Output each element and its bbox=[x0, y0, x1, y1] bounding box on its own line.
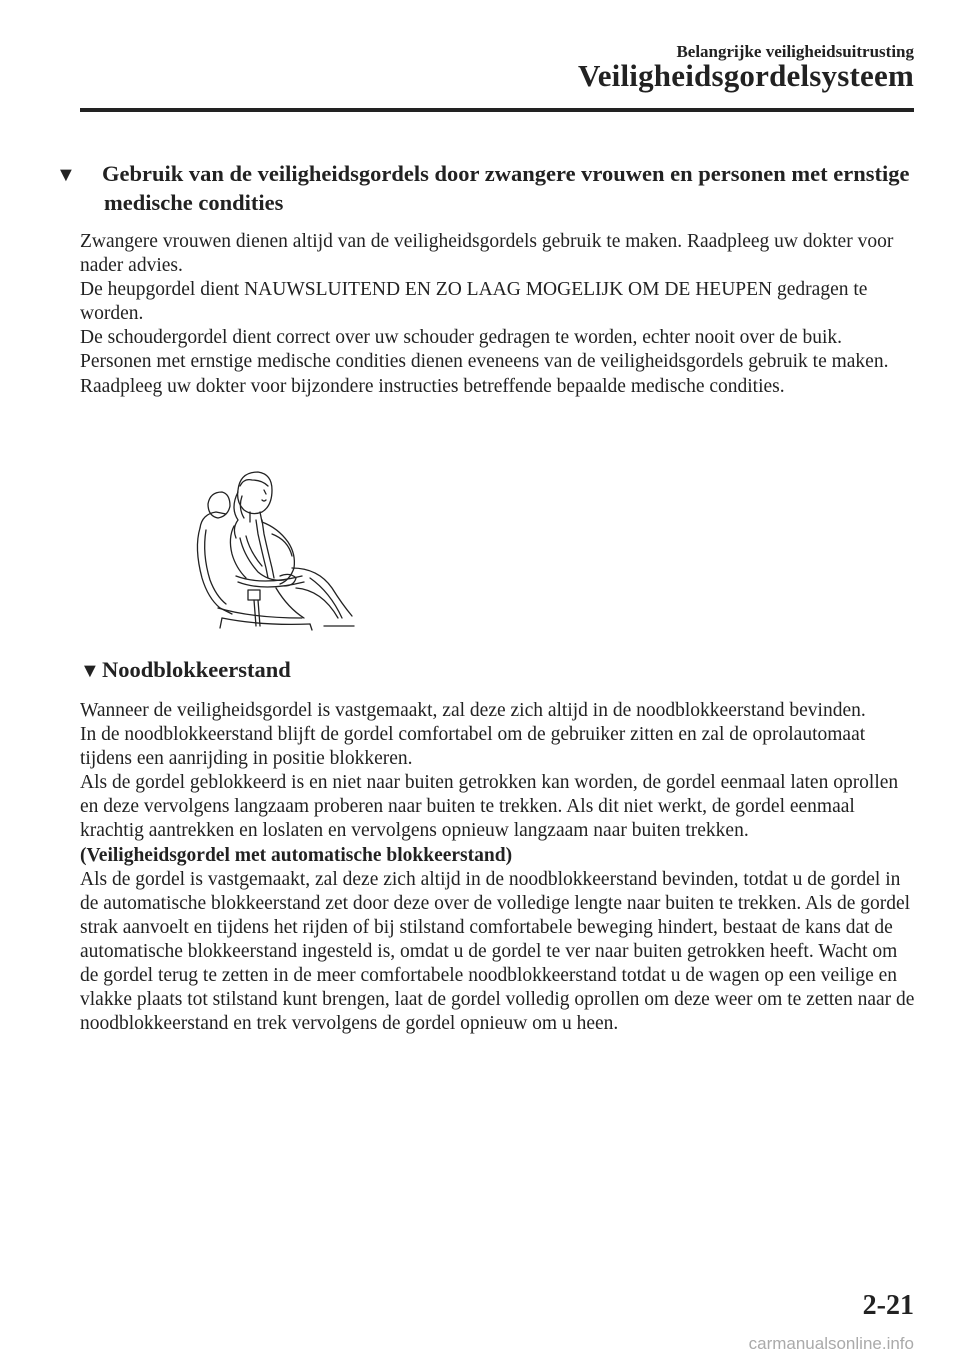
paragraph: De heupgordel dient NAUWSLUITEND EN ZO LAAG MOGELIJK OM DE HEUPEN gedragen te worden. bbox=[80, 279, 868, 325]
subheading: (Veiligheidsgordel met automatische blokkeerstand) bbox=[80, 844, 513, 866]
section-title-text: Gebruik van de veiligheidsgordels door zwangere vrouwen en personen met ernstige medische condities bbox=[102, 161, 910, 215]
section-title-pregnant bbox=[56, 160, 944, 217]
paragraph: In de noodblokkeerstand blijft de gordel comfortabel om de gebruiker zitten en zal de oprolautomaat tijdens een aanrijding in positie blokkeren. bbox=[80, 724, 866, 770]
triangle-down-icon: ▼ bbox=[80, 660, 100, 682]
paragraph: Wanneer de veiligheidsgordel is vastgemaakt, zal deze zich altijd in de noodblokkeerstand bevinden. bbox=[80, 700, 866, 721]
section-body-pregnant bbox=[80, 230, 920, 399]
page-header-title: Veiligheidsgordelsysteem bbox=[577, 58, 914, 93]
section-title-noodblokkeerstand bbox=[80, 656, 920, 685]
header-rule bbox=[80, 108, 914, 112]
watermark: carmanualsonline.info bbox=[748, 1334, 914, 1353]
section-title-text: Noodblokkeerstand bbox=[102, 657, 291, 682]
paragraph: Personen met ernstige medische condities dienen eveneens van de veiligheidsgordels gebruik te maken. Raadpleeg uw dokter voor bijzondere instructies betreffende bepaalde medische condities. bbox=[80, 351, 889, 397]
paragraph: Zwangere vrouwen dienen altijd van de veiligheidsgordels gebruik te maken. Raadpleeg uw dokter voor nader advies. bbox=[80, 231, 894, 277]
triangle-down-icon: ▼ bbox=[56, 164, 76, 186]
page-number: 2-21 bbox=[862, 1290, 914, 1321]
section-body-noodblokkeerstand bbox=[80, 699, 920, 1036]
page-header-subtitle: Belangrijke veiligheidsuitrusting bbox=[676, 42, 914, 61]
paragraph: De schoudergordel dient correct over uw schouder gedragen te worden, echter nooit over de buik. bbox=[80, 327, 843, 349]
paragraph: Als de gordel is vastgemaakt, zal deze zich altijd in de noodblokkeerstand bevinden, totdat u de gordel in de automatische blokkeerstand zet door deze over de volledige lengte naar buiten te trekken. Als de gordel strak aanvoelt en tijdens het rijden of bij stilstand comfortabele beweging hindert, bestaat de kans dat de automatische blokkeerstand ingesteld is, omdat u de gordel te ver naar buiten getrokken heeft. Wacht om de gordel terug te zetten in de meer comfortabele noodblokkeerstand totdat u de wagen op een veilige en vlakke plaats tot stilstand kunt brengen, laat de gordel volledig oprollen om deze weer om te zetten naar de noodblokkeerstand en trek vervolgens de gordel opnieuw om u heen. bbox=[80, 868, 915, 1035]
paragraph: Als de gordel geblokkeerd is en niet naar buiten getrokken kan worden, de gordel eenmaal laten oprollen en deze vervolgens langzaam proberen naar buiten te trekken. Als dit niet werkt, de gordel eenmaal krachtig aantrekken en loslaten en vervolgens opnieuw langzaam naar buiten trekken. bbox=[80, 772, 899, 842]
pregnant-woman-seatbelt-illustration-icon bbox=[192, 468, 360, 632]
